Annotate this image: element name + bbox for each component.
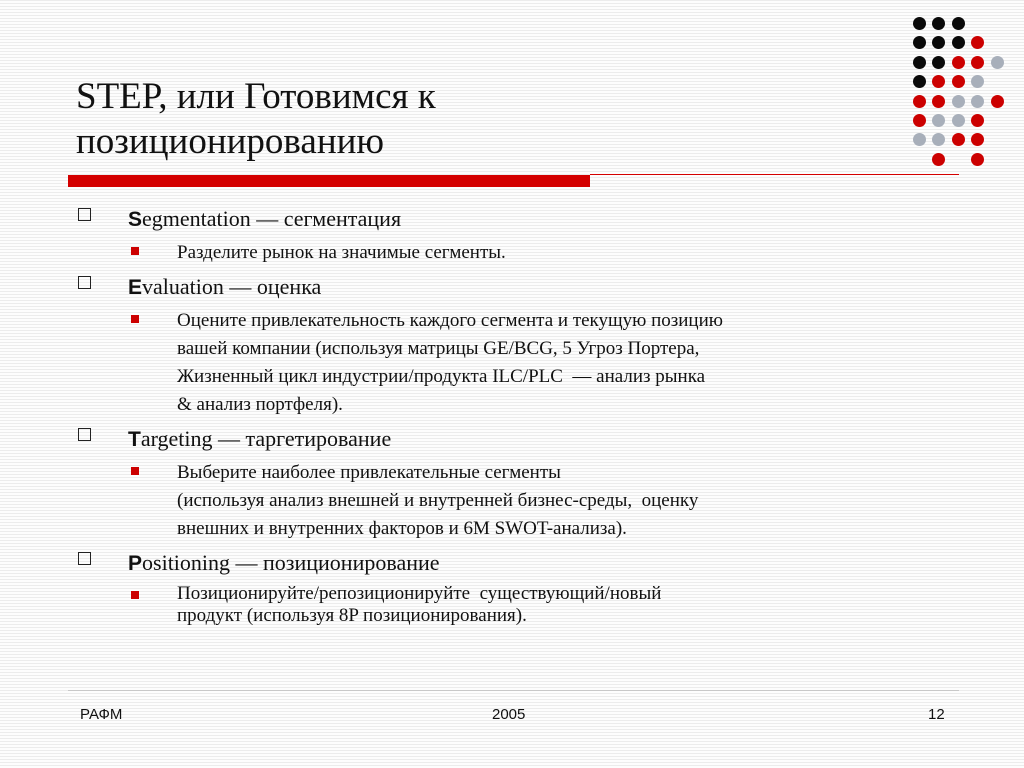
decorative-dot	[913, 95, 926, 108]
red-square-bullet-icon	[131, 247, 139, 255]
decorative-dot	[932, 95, 945, 108]
sub-bullet-evaluation	[76, 307, 877, 419]
sub-bullet-line: Жизненный цикл индустрии/продукта ILC/PLC — анализ рынка	[177, 366, 706, 387]
decorative-dot	[932, 75, 945, 88]
bullet-first-letter: E	[128, 276, 143, 299]
sub-bullet-line: Разделите рынок на значимые сегменты.	[177, 242, 506, 263]
hollow-square-bullet-icon	[78, 552, 91, 565]
bullet-first-letter: S	[128, 208, 143, 231]
slide-body	[76, 205, 976, 633]
bullet-evaluation	[76, 273, 976, 301]
decorative-dot	[932, 133, 945, 146]
sub-bullet-positioning	[76, 583, 877, 627]
decorative-dot	[952, 17, 965, 30]
decorative-dot	[913, 17, 926, 30]
sub-bullet-line: Позиционируйте/репозиционируйте существующий/новый	[177, 583, 662, 604]
decorative-dot	[913, 114, 926, 127]
decorative-dot	[971, 56, 984, 69]
title-divider-line	[590, 174, 959, 175]
sub-bullet-line: & анализ портфеля).	[177, 394, 343, 415]
bullet-positioning	[76, 549, 976, 577]
decorative-dot	[932, 153, 945, 166]
slide-title	[76, 74, 676, 164]
decorative-dot	[913, 36, 926, 49]
sub-bullet-line: вашей компании (используя матрицы GE/BCG, 5 Угроз Портера,	[177, 338, 700, 359]
slide-title-line-1: STEP, или Готовимся к	[76, 76, 436, 117]
decorative-dot	[913, 56, 926, 69]
bullet-targeting	[76, 425, 976, 453]
red-square-bullet-icon	[131, 315, 139, 323]
decorative-dot	[952, 133, 965, 146]
bullet-text: egmentation — сегментация	[142, 206, 402, 231]
red-square-bullet-icon	[131, 591, 139, 599]
slide-title-line-2: позиционированию	[76, 121, 385, 162]
decorative-dot	[952, 36, 965, 49]
footer-year: 2005	[492, 706, 526, 723]
sub-bullet-line: (используя анализ внешней и внутренней бизнес-среды, оценку	[177, 490, 699, 511]
bullet-first-letter: T	[128, 428, 141, 451]
sub-bullet-line: Выберите наиболее привлекательные сегменты	[177, 462, 561, 483]
decorative-dot	[971, 133, 984, 146]
decorative-dot	[971, 75, 984, 88]
decorative-dot	[952, 56, 965, 69]
sub-bullet-segmentation	[76, 239, 877, 267]
footer-slide-number: 12	[928, 706, 945, 723]
hollow-square-bullet-icon	[78, 208, 91, 221]
bullet-text: valuation — оценка	[142, 274, 322, 299]
decorative-dot	[932, 114, 945, 127]
decorative-dot	[952, 75, 965, 88]
decorative-dot	[971, 153, 984, 166]
title-accent-bar	[68, 175, 590, 187]
bullet-segmentation	[76, 205, 976, 233]
decorative-dot	[932, 56, 945, 69]
hollow-square-bullet-icon	[78, 276, 91, 289]
decorative-dot	[932, 17, 945, 30]
red-square-bullet-icon	[131, 467, 139, 475]
decorative-dot	[971, 95, 984, 108]
decorative-dot	[932, 36, 945, 49]
sub-bullet-targeting	[76, 459, 877, 543]
bullet-text: ositioning — позиционирование	[142, 550, 440, 575]
decorative-dot	[913, 133, 926, 146]
decorative-dot	[971, 114, 984, 127]
sub-bullet-line: продукт (используя 8P позиционирования).	[177, 605, 527, 626]
sub-bullet-line: внешних и внутренних факторов и 6M SWOT-анализа).	[177, 518, 627, 539]
decorative-dot	[952, 114, 965, 127]
bullet-text: argeting — таргетирование	[140, 426, 392, 451]
bullet-first-letter: P	[128, 552, 143, 575]
decorative-dot	[991, 56, 1004, 69]
decorative-dot	[952, 95, 965, 108]
decorative-dot	[971, 36, 984, 49]
footer-divider-line	[68, 690, 959, 691]
decorative-dot	[913, 75, 926, 88]
decorative-dot	[991, 95, 1004, 108]
footer-organization: РАФМ	[80, 706, 123, 723]
sub-bullet-line: Оцените привлекательность каждого сегмента и текущую позицию	[177, 310, 723, 331]
hollow-square-bullet-icon	[78, 428, 91, 441]
